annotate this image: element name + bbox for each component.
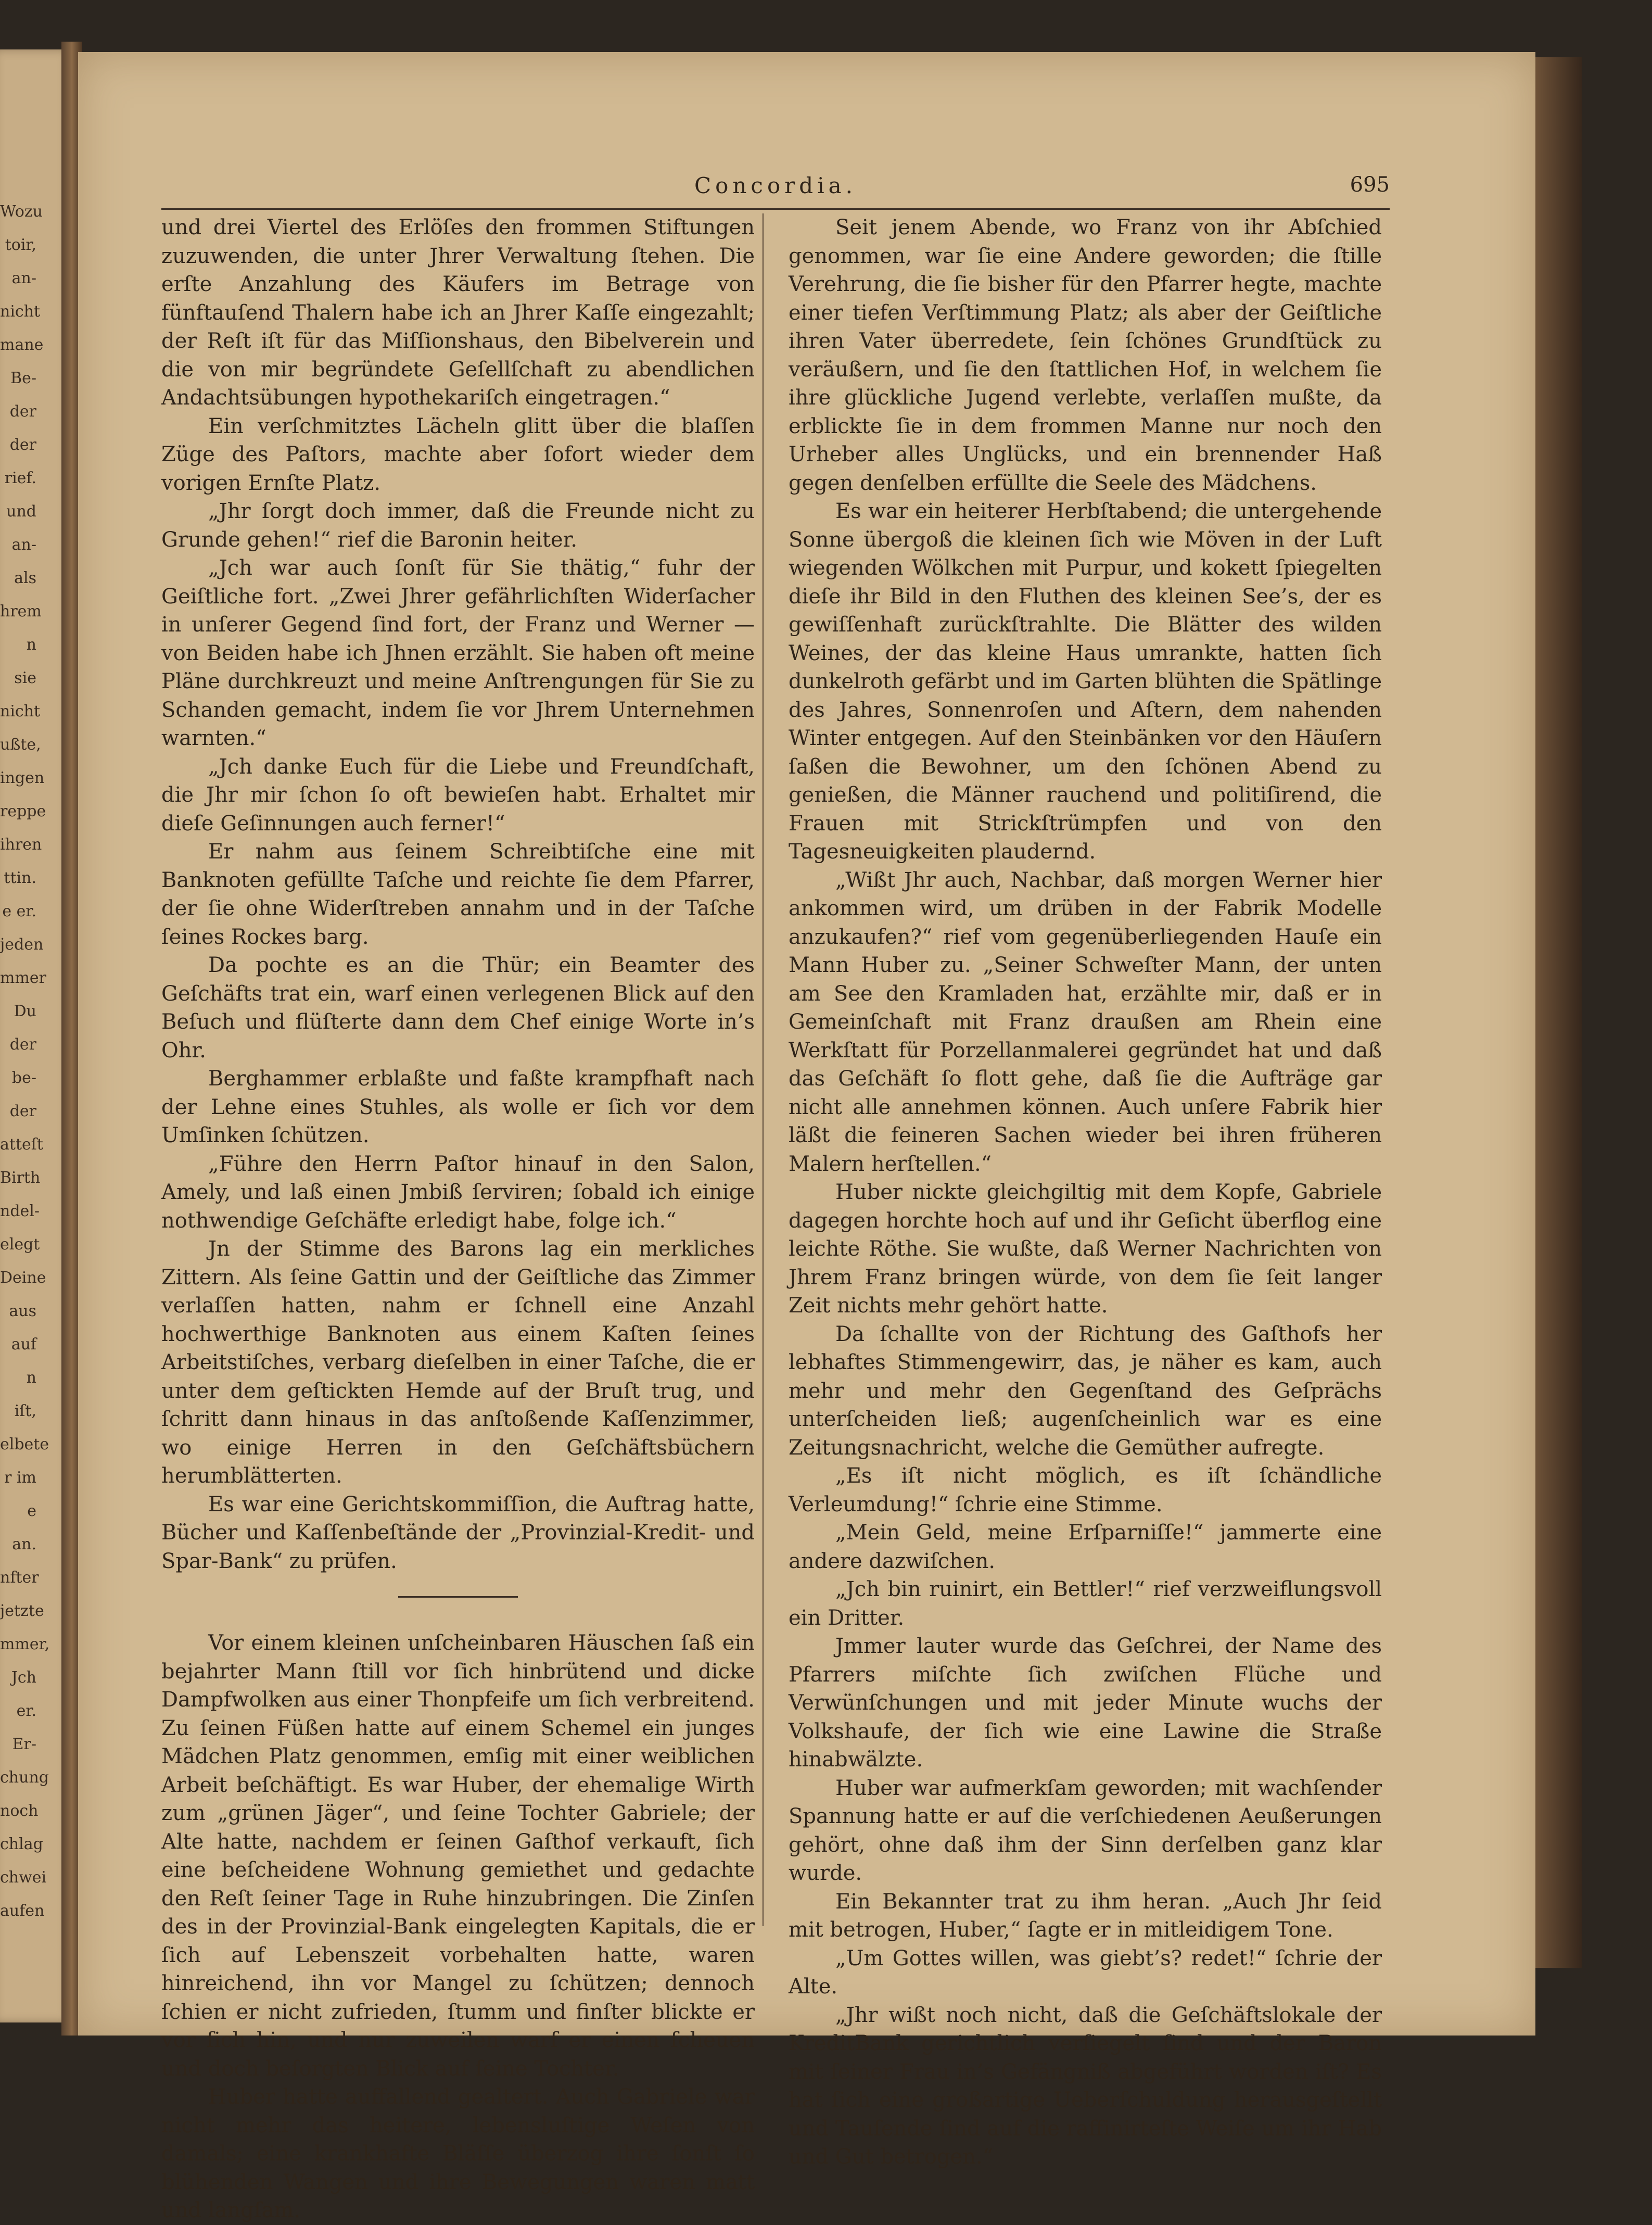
paragraph: Berghammer erblaßte und faßte krampfhaft nach der Lehne eines Stuhles, als wolle er ſich vor dem Umſinken ſchützen. [161, 1067, 755, 1147]
paragraph: „Mein Geld, meine Erſparniſſe!“ jammerte eine andere dazwiſchen. [789, 1521, 1382, 1573]
paragraph: Er nahm aus ſeinem Schreibtiſche eine mit Banknoten gefüllte Taſche und reichte ſie dem Pfarrer, der ſie ohne Widerſtreben annahm und in der Taſche ſeines Rockes barg. [161, 840, 755, 949]
paragraph: „Jhr ſorgt doch immer, daß die Freunde nicht zu Grunde gehen!“ rief die Baronin heiter. [161, 499, 755, 552]
paragraph: Huber war aufmerkſam geworden; mit wachſender Spannung hatte er auf die verſchiedenen Aeußerungen gehört, ohne daß ihm der Sinn derſelben ganz klar wurde. [789, 1776, 1382, 1885]
paragraph: Seit jenem Abende, wo Franz von ihr Abſchied genommen, war ſie eine Andere geworden; die ſtille Verehrung, die ſie bisher für den Pfarrer hegte, machte einer tiefen Verſtimmung Platz; als aber der Geiſtliche ihren Vater überredete, ſein ſchönes Grundſtück zu veräußern, und ſie den ſtattlichen Hof, in welchem ſie ihre glückliche Jugend verlebte, verlaſſen mußte, da erblickte ſie in dem frommen Manne nur noch den Urheber alles Unglücks, und ein brennender Haß gegen denſelben erfüllte die Seele des Mädchens. [789, 216, 1382, 495]
journal-title: Concordia. [694, 173, 857, 198]
page-number: 695 [1350, 173, 1390, 197]
section-divider [398, 1596, 518, 1598]
paragraph: Da ſchallte von der Richtung des Gaſthofs her lebhaftes Stimmengewirr, das, je näher es kam, auch mehr und mehr den Gegenſtand des Geſprächs unterſcheiden ließ; augenſcheinlich war es eine Zeitungsnachricht, welche die Gemüther aufregte. [789, 1322, 1382, 1460]
paragraph: und drei Viertel des Erlöſes den frommen Stiftungen zuzuwenden, die unter Jhrer Verwaltung ſtehen. Die erſte Anzahlung des Käufers im Betrage von fünftauſend Thalern habe ich an Jhrer Kaſſe eingezahlt; der Reſt iſt für das Miſſionshaus, den Bibelverein und die von mir begründete Geſellſchaft zu abendlichen Andachtsübungen hypothekariſch eingetragen.“ [161, 216, 755, 410]
paragraph: Jn der Stimme des Barons lag ein merkliches Zittern. Als ſeine Gattin und der Geiſtliche das Zimmer verlaſſen hatten, nahm er ſchnell eine Anzahl hochwerthige Banknoten aus einem Kaſten ſeines Arbeitstiſches, verbarg dieſelben in einer Taſche, die er unter dem geſtickten Hemde auf der Bruſt trug, und ſchritt dann hinaus in das anſtoßende Kaſſenzimmer, wo einige Herren in den Geſchäftsbüchern herumblätterten. [161, 1237, 755, 1488]
paragraph: „Es iſt nicht möglich, es iſt ſchändliche Verleumdung!“ ſchrie eine Stimme. [789, 1464, 1382, 1516]
running-header [161, 172, 1390, 210]
paragraph: „Jch danke Euch für die Liebe und Freundſchaft, die Jhr mir ſchon ſo oft bewieſen habt. Erhaltet mir dieſe Geſinnungen auch ferner!“ [161, 754, 755, 836]
paragraph: Es war eine Gerichtskommiſſion, die Auftrag hatte, Bücher und Kaſſenbeſtände der „Provinzial-Kredit- und Spar-Bank“ zu prüfen. [161, 1492, 755, 1573]
right-column [789, 213, 1382, 2171]
paragraph: Jmmer lauter wurde das Geſchrei, der Name des Pfarrers miſchte ſich zwiſchen Flüche und Verwünſchungen und mit jeder Minute wuchs der Volkshaufe, der ſich wie eine Lawine die Straße hinabwälzte. [789, 1634, 1382, 1772]
paragraph: Huber hatte auffallend gealtert. Auch Gabriele war nicht mehr das heitere, lebensluſtige Weſen von damals; eine krankhafte Bläſſe überzog ihre ſonſt ſo blühenden Wangen und ihre Bewegungen waren matt und langſam. [161, 2085, 755, 2222]
paragraph: „Jch war auch ſonſt für Sie thätig,“ fuhr der Geiſtliche fort. „Zwei Jhrer gefährlichſten Widerſacher in unſerer Gegend ſind fort, der Franz und Werner — von Beiden habe ich Jhnen erzählt. Sie haben oft meine Pläne durchkreuzt und meine Anſtrengungen für Sie zu Schanden gemacht, indem ſie vor Jhrem Unternehmen warnten.“ [161, 556, 755, 750]
paragraph: Ein Bekannter trat zu ihm heran. „Auch Jhr ſeid mit betrogen, Huber,“ ſagte er in mitleidigem Tone. [789, 1889, 1382, 1942]
paragraph: „Führe den Herrn Paſtor hinauf in den Salon, Amely, und laß einen Jmbiß ſerviren; ſobald ich einige nothwendige Geſchäfte erledigt habe, folge ich.“ [161, 1152, 755, 1233]
paragraph: Huber nickte gleichgiltig mit dem Kopfe, Gabriele dagegen horchte hoch auf und ihr Geſicht überflog eine leichte Röthe. Sie wußte, daß Werner Nachrichten von Jhrem Franz bringen würde, von dem ſie ſeit langer Zeit nichts mehr gehört hatte. [789, 1180, 1382, 1318]
paragraph: „Um Gottes willen, was giebt’s? redet!“ ſchrie der Alte. [789, 1946, 1382, 1999]
paragraph: Ein verſchmitztes Lächeln glitt über die blaſſen Züge des Paſtors, machte aber ſofort wieder dem vorigen Ernſte Platz. [161, 414, 755, 495]
paragraph: Vor einem kleinen unſcheinbaren Häuschen ſaß ein bejahrter Mann ſtill vor ſich hinbrütend und dicke Dampfwolken aus einer Thonpfeife um ſich verbreitend. Zu ſeinen Füßen hatte auf einem Schemel ein junges Mädchen Platz genommen, emſig mit einer weiblichen Arbeit beſchäftigt. Es war Huber, der ehemalige Wirth zum „grünen Jäger“, und ſeine Tochter Gabriele; der Alte hatte, nachdem er ſeinen Gaſthof verkauft, ſich eine beſcheidene Wohnung gemiethet und gedachte den Reſt ſeiner Tage in Ruhe hinzubringen. Die Zinſen des in der Provinzial-Bank eingelegten Kapitals, die er ſich auf Lebenszeit vorbehalten hatte, waren hinreichend, ihn vor Mangel zu ſchützen; dennoch ſchien er nicht zufrieden, ſtumm und finſter blickte er vor ſich hin, und nur zuweilen warf er einen ſcheuen und doch beſorgten Blick auf ſeine Tochter. [161, 1631, 755, 2081]
facing-page-fragments: Wozu toir, an- nicht mane Be- der der rief. und an- als hrem n sie nicht ußte, ingen reppe ihren ttin. e er. jeden mmer Du der be- der atteſt Birth ndel- elegt Deine aus auf n iſt, elbete r im e an. nfter jetzte mmer, Jch er. Er- chung noch chlag chwei aufen [0, 203, 50, 1920]
paragraph: Es war ein heiterer Herbſtabend; die untergehende Sonne übergoß die kleinen ſich wie Möven in der Luft wiegenden Wölkchen mit Purpur, und kokett ſpiegelten dieſe ihr Bild in den Fluthen des kleinen See’s, der es gewiſſenhaft zurückſtrahlte. Die Blätter des wilden Weines, der das kleine Haus umrankte, hatten ſich dunkelroth gefärbt und im Garten blühten die Spätlinge des Jahres, Sonnenroſen und Aſtern, dem nahenden Winter entgegen. Auf den Steinbänken vor den Häuſern ſaßen die Bewohner, um den ſchönen Abend zu genießen, die Männer rauchend und politiſirend, die Frauen mit Strickſtrümpfen und von den Tagesneuigkeiten plaudernd. [789, 499, 1382, 864]
paragraph: „Jhr wißt noch nicht, daß die Geſchäftslokale der KreditBank gerichtlich verſiegelt ſind und der Baron mit ſeiner Frau in’s Gefängniß abgeführt worden iſt? Es hat ſich eine großartige Ueberſchuldung herausgeſtellt und Tauſende ſind auf die raffinirteſte Weiſe um ihr Hab und Gut betrogen.“ [789, 2003, 1382, 2169]
paragraph: „Jch bin ruinirt, ein Bettler!“ rief verzweiflungsvoll ein Dritter. [789, 1577, 1382, 1630]
paragraph: „Wißt Jhr auch, Nachbar, daß morgen Werner hier ankommen wird, um drüben in der Fabrik Modelle anzukaufen?“ rief vom gegenüberliegenden Hauſe ein Mann Huber zu. „Seiner Schweſter Mann, der unten am See den Kramladen hat, erzählte mir, daß er in Gemeinſchaft mit Franz draußen am Rhein eine Werkſtatt für Porzellanmalerei gegründet hat und daß das Geſchäft ſo flott gehe, daß ſie die Aufträge gar nicht alle annehmen können. Auch unſere Fabrik hier läßt die feineren Sachen wieder bei ihren früheren Malern herſtellen.“ [789, 868, 1382, 1176]
column-divider [763, 213, 764, 1926]
left-column [161, 213, 755, 2225]
paragraph: Da pochte es an die Thür; ein Beamter des Geſchäfts trat ein, warf einen verlegenen Blick auf den Beſuch und flüſterte dann dem Chef einige Worte in’s Ohr. [161, 953, 755, 1063]
